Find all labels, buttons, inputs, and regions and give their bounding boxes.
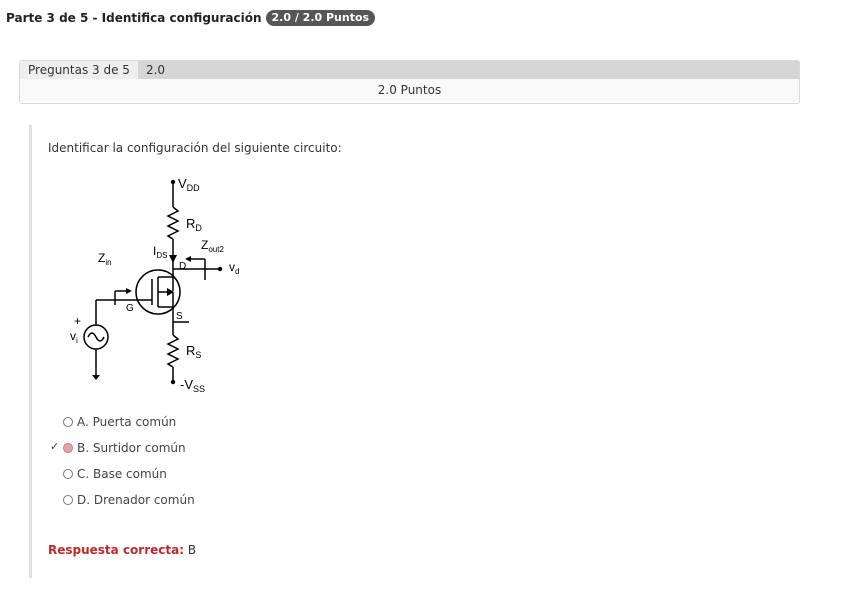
question-number-tab: Preguntas 3 de 5 — [20, 61, 138, 79]
rd-label: $R_D$ — [186, 216, 202, 233]
option-b-label: B. Surtidor común — [77, 441, 186, 455]
source-label: S — [176, 311, 183, 322]
correct-answer — [48, 543, 196, 557]
radio-c[interactable] — [63, 469, 73, 479]
ground-icon — [92, 375, 100, 380]
vdd-label: $V_{DD}$ — [178, 176, 200, 193]
vi-label: $v_i$ — [70, 329, 78, 345]
vss-node — [171, 380, 175, 384]
vi-plus: + — [74, 314, 82, 328]
vss-label: $-V_{SS}$ — [180, 377, 206, 394]
correct-answer-value: B — [187, 543, 197, 557]
part-header — [6, 10, 375, 26]
sine-icon — [88, 333, 104, 341]
vd-label: $v_d$ — [229, 260, 240, 276]
ids-label: $I_{DS}$ — [153, 244, 168, 260]
radio-a[interactable] — [63, 417, 73, 427]
question-points: 2.0 Puntos — [20, 79, 799, 102]
zin-arrow-head — [126, 288, 132, 294]
question-content — [29, 125, 812, 578]
correct-answer-label: Respuesta correcta: — [48, 543, 185, 557]
ids-arrow — [169, 255, 177, 263]
score-badge: 2.0 / 2.0 Puntos — [266, 10, 376, 26]
rs-resistor — [168, 335, 178, 367]
radio-d[interactable] — [63, 495, 73, 505]
question-bar — [20, 61, 799, 79]
radio-b[interactable] — [63, 443, 73, 453]
checkmark-icon: ✓ — [50, 440, 60, 453]
question-prompt: Identificar la configuración del siguiente circuito: — [48, 141, 342, 155]
question-box — [19, 60, 800, 104]
zout-label: $Z_{out2}$ — [201, 238, 224, 254]
part-title: Parte 3 de 5 - Identifica configuración — [6, 11, 262, 25]
option-a-label: A. Puerta común — [77, 415, 177, 429]
circuit-diagram — [64, 165, 254, 395]
rs-label: $R_S$ — [186, 343, 202, 360]
rd-resistor — [168, 207, 178, 239]
zin-label: $Z_{in}$ — [98, 251, 112, 267]
drain-label: D — [179, 261, 187, 272]
question-value: 2.0 — [145, 63, 166, 77]
gate-label: G — [126, 303, 134, 314]
option-c-label: C. Base común — [77, 467, 167, 481]
vd-node — [218, 267, 222, 271]
option-d-label: D. Drenador común — [77, 493, 195, 507]
